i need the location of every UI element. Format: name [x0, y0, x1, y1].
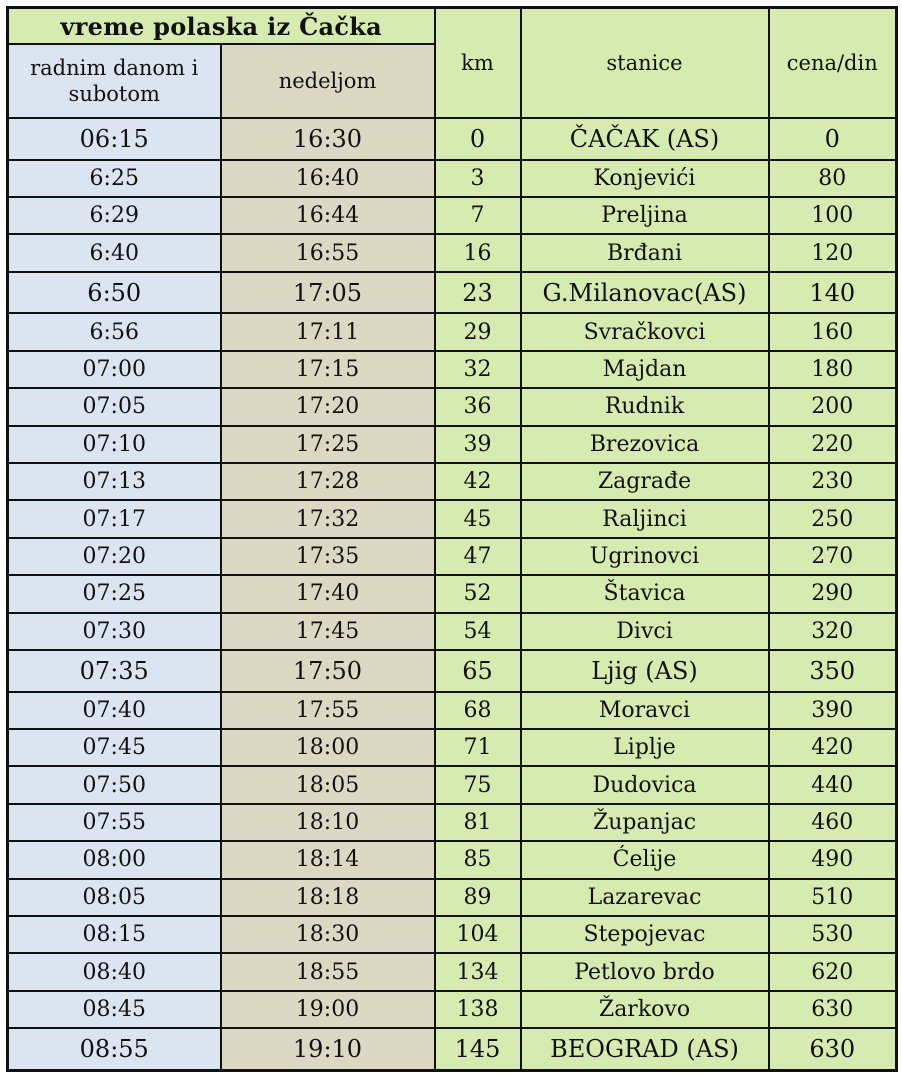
km-cell: 89: [435, 879, 521, 916]
station-cell: Svračkovci: [521, 313, 769, 350]
weekday-time-cell: 08:05: [8, 879, 221, 916]
sunday-time-cell: 19:00: [221, 991, 435, 1028]
station-cell: ČAČAK (AS): [521, 118, 769, 160]
sunday-time-cell: 18:14: [221, 841, 435, 878]
weekday-time-cell: 07:10: [8, 426, 221, 463]
km-cell: 29: [435, 313, 521, 350]
price-header: cena/din: [769, 8, 897, 119]
price-cell: 510: [769, 879, 897, 916]
timetable-row: [8, 729, 897, 766]
sunday-time-cell: 18:18: [221, 879, 435, 916]
sunday-time-cell: 18:55: [221, 953, 435, 990]
km-cell: 7: [435, 197, 521, 234]
price-cell: 200: [769, 388, 897, 425]
timetable-row: [8, 575, 897, 612]
timetable-row: [8, 692, 897, 729]
timetable-row: [8, 1028, 897, 1070]
station-cell: Brđani: [521, 234, 769, 271]
km-cell: 65: [435, 650, 521, 692]
weekday-time-cell: 08:00: [8, 841, 221, 878]
station-cell: Lazarevac: [521, 879, 769, 916]
km-cell: 3: [435, 160, 521, 197]
weekday-time-cell: 07:05: [8, 388, 221, 425]
weekday-time-cell: 08:45: [8, 991, 221, 1028]
timetable-row: [8, 766, 897, 803]
price-cell: 120: [769, 234, 897, 271]
price-cell: 290: [769, 575, 897, 612]
km-cell: 134: [435, 953, 521, 990]
weekday-time-cell: 07:45: [8, 729, 221, 766]
price-cell: 0: [769, 118, 897, 160]
timetable-row: [8, 500, 897, 537]
station-cell: Liplje: [521, 729, 769, 766]
sunday-time-cell: 18:10: [221, 804, 435, 841]
weekday-time-cell: 07:40: [8, 692, 221, 729]
weekday-time-cell: 08:40: [8, 953, 221, 990]
weekday-time-cell: 07:55: [8, 804, 221, 841]
station-cell: Stepojevac: [521, 916, 769, 953]
sunday-time-cell: 17:20: [221, 388, 435, 425]
timetable-row: [8, 804, 897, 841]
timetable-row: [8, 388, 897, 425]
station-cell: Zagrađe: [521, 463, 769, 500]
price-cell: 630: [769, 1028, 897, 1070]
weekday-time-cell: 07:00: [8, 351, 221, 388]
price-cell: 250: [769, 500, 897, 537]
weekday-time-cell: 07:20: [8, 538, 221, 575]
km-cell: 32: [435, 351, 521, 388]
weekday-time-cell: 07:25: [8, 575, 221, 612]
km-cell: 16: [435, 234, 521, 271]
price-cell: 220: [769, 426, 897, 463]
price-cell: 530: [769, 916, 897, 953]
timetable-row: [8, 650, 897, 692]
station-cell: Brezovica: [521, 426, 769, 463]
weekday-time-cell: 07:30: [8, 613, 221, 650]
km-cell: 138: [435, 991, 521, 1028]
weekday-time-cell: 07:13: [8, 463, 221, 500]
sunday-time-cell: 17:40: [221, 575, 435, 612]
price-cell: 230: [769, 463, 897, 500]
timetable-row: [8, 613, 897, 650]
price-cell: 80: [769, 160, 897, 197]
weekday-time-cell: 08:15: [8, 916, 221, 953]
sunday-time-cell: 17:35: [221, 538, 435, 575]
km-cell: 52: [435, 575, 521, 612]
sunday-time-cell: 18:05: [221, 766, 435, 803]
price-cell: 390: [769, 692, 897, 729]
weekday-time-cell: 6:50: [8, 272, 221, 314]
km-cell: 68: [435, 692, 521, 729]
timetable-row: [8, 160, 897, 197]
station-cell: Štavica: [521, 575, 769, 612]
weekday-time-cell: 6:56: [8, 313, 221, 350]
sunday-time-cell: 16:30: [221, 118, 435, 160]
price-cell: 270: [769, 538, 897, 575]
km-header: km: [435, 8, 521, 119]
station-cell: G.Milanovac(AS): [521, 272, 769, 314]
km-cell: 75: [435, 766, 521, 803]
km-cell: 42: [435, 463, 521, 500]
station-cell: Ljig (AS): [521, 650, 769, 692]
timetable-row: [8, 272, 897, 314]
km-cell: 23: [435, 272, 521, 314]
timetable-row: [8, 953, 897, 990]
timetable-row: [8, 879, 897, 916]
station-cell: Moravci: [521, 692, 769, 729]
price-cell: 140: [769, 272, 897, 314]
sunday-time-cell: 17:05: [221, 272, 435, 314]
timetable-body: [8, 118, 897, 1071]
price-cell: 490: [769, 841, 897, 878]
sunday-time-cell: 17:55: [221, 692, 435, 729]
price-cell: 460: [769, 804, 897, 841]
departure-time-title: vreme polaska iz Čačka: [8, 8, 435, 45]
timetable-row: [8, 197, 897, 234]
sunday-time-cell: 16:40: [221, 160, 435, 197]
sunday-time-cell: 17:28: [221, 463, 435, 500]
station-cell: Žarkovo: [521, 991, 769, 1028]
sunday-time-cell: 17:25: [221, 426, 435, 463]
timetable-row: [8, 916, 897, 953]
sunday-time-cell: 18:00: [221, 729, 435, 766]
timetable-row: [8, 234, 897, 271]
sunday-time-cell: 18:30: [221, 916, 435, 953]
timetable-row: [8, 118, 897, 160]
sunday-time-cell: 17:15: [221, 351, 435, 388]
km-cell: 81: [435, 804, 521, 841]
station-cell: Ćelije: [521, 841, 769, 878]
km-cell: 145: [435, 1028, 521, 1070]
sunday-time-cell: 17:11: [221, 313, 435, 350]
sunday-time-cell: 17:50: [221, 650, 435, 692]
station-cell: Majdan: [521, 351, 769, 388]
price-cell: 420: [769, 729, 897, 766]
station-cell: Rudnik: [521, 388, 769, 425]
station-cell: Županjac: [521, 804, 769, 841]
timetable-row: [8, 351, 897, 388]
km-cell: 104: [435, 916, 521, 953]
sunday-time-cell: 17:32: [221, 500, 435, 537]
timetable-row: [8, 313, 897, 350]
station-cell: Konjevići: [521, 160, 769, 197]
timetable-row: [8, 841, 897, 878]
timetable-row: [8, 426, 897, 463]
price-cell: 160: [769, 313, 897, 350]
km-cell: 54: [435, 613, 521, 650]
price-cell: 630: [769, 991, 897, 1028]
sunday-time-cell: 17:45: [221, 613, 435, 650]
station-cell: Petlovo brdo: [521, 953, 769, 990]
weekday-time-cell: 6:25: [8, 160, 221, 197]
sunday-time-cell: 19:10: [221, 1028, 435, 1070]
sunday-header: nedeljom: [221, 44, 435, 118]
km-cell: 47: [435, 538, 521, 575]
weekday-time-cell: 06:15: [8, 118, 221, 160]
weekday-time-cell: 6:40: [8, 234, 221, 271]
station-cell: BEOGRAD (AS): [521, 1028, 769, 1070]
station-cell: Ugrinovci: [521, 538, 769, 575]
price-cell: 620: [769, 953, 897, 990]
timetable-row: [8, 991, 897, 1028]
weekday-time-cell: 08:55: [8, 1028, 221, 1070]
price-cell: 320: [769, 613, 897, 650]
timetable-row: [8, 538, 897, 575]
station-cell: Preljina: [521, 197, 769, 234]
weekday-time-cell: 6:29: [8, 197, 221, 234]
weekday-header: radnim danom i subotom: [8, 44, 221, 118]
km-cell: 36: [435, 388, 521, 425]
timetable-row: [8, 463, 897, 500]
bus-timetable: [6, 6, 898, 1072]
station-cell: Divci: [521, 613, 769, 650]
station-cell: Raljinci: [521, 500, 769, 537]
km-cell: 39: [435, 426, 521, 463]
km-cell: 85: [435, 841, 521, 878]
km-cell: 0: [435, 118, 521, 160]
sunday-time-cell: 16:55: [221, 234, 435, 271]
km-cell: 45: [435, 500, 521, 537]
stations-header: stanice: [521, 8, 769, 119]
price-cell: 350: [769, 650, 897, 692]
price-cell: 180: [769, 351, 897, 388]
km-cell: 71: [435, 729, 521, 766]
weekday-time-cell: 07:50: [8, 766, 221, 803]
price-cell: 100: [769, 197, 897, 234]
weekday-time-cell: 07:35: [8, 650, 221, 692]
price-cell: 440: [769, 766, 897, 803]
station-cell: Dudovica: [521, 766, 769, 803]
weekday-time-cell: 07:17: [8, 500, 221, 537]
sunday-time-cell: 16:44: [221, 197, 435, 234]
